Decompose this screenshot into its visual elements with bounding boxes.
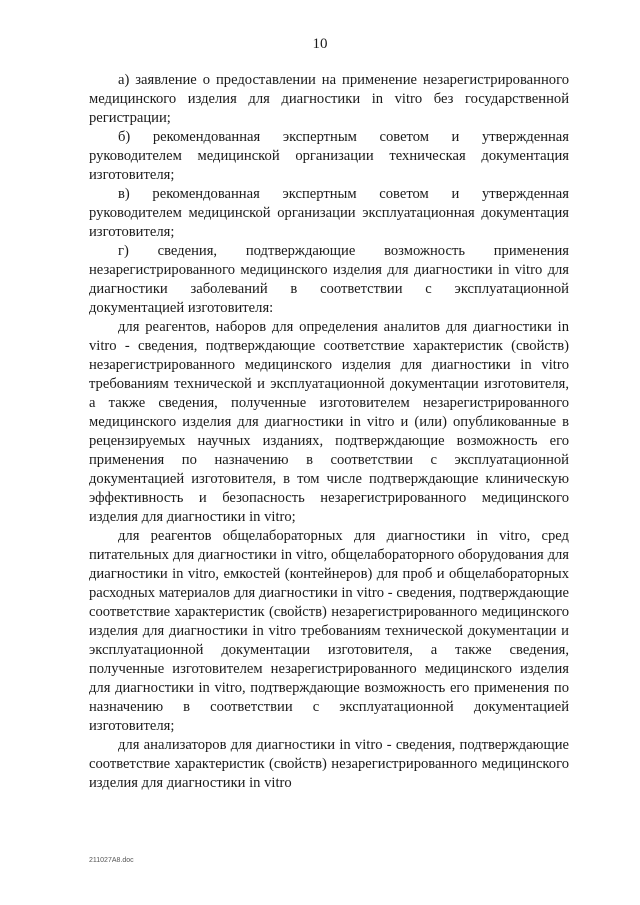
paragraph-analyzers: для анализаторов для диагностики in vitro - сведения, подтверждающие соответствие характеристик (свойств) незарегистрированного медицинского изделия для диагностики in vitro [89,737,569,791]
paragraph-v: в) рекомендованная экспертным советом и утвержденная руководителем медицинской организации эксплуатационная документация изготовителя; [89,186,569,240]
paragraph-b: б) рекомендованная экспертным советом и утвержденная руководителем медицинской организации техническая документация изготовителя; [89,129,569,183]
document-body [89,71,569,793]
footer-file-code: 211027A8.doc [89,857,134,864]
page-number: 10 [312,36,328,52]
paragraph-g: г) сведения, подтверждающие возможность применения незарегистрированного медицинского изделия для диагностики in vitro для диагностики заболеваний в соответствии с эксплуатационной документацией изготовителя: [89,243,569,316]
paragraph-a: а) заявление о предоставлении на применение незарегистрированного медицинского изделия для диагностики in vitro без государственной регистрации; [89,72,569,126]
paragraph-general-lab-reagents: для реагентов общелабораторных для диагностики in vitro, сред питательных для диагностики in vitro, общелабораторного оборудования для диагностики in vitro, емкостей (контейнеров) для проб и общелабораторных расходных материалов для диагностики in vitro - сведения, подтверждающие соответствие характеристик (свойств) незарегистрированного медицинского изделия для диагностики in vitro требованиям технической документации и эксплуатационной документации изготовителя, а также сведения, полученные изготовителем незарегистрированного медицинского изделия для диагностики in vitro, подтверждающие возможность его применения по назначению в соответствии с эксплуатационной документацией изготовителя; [89,528,569,734]
paragraph-reagents-kits: для реагентов, наборов для определения аналитов для диагностики in vitro - сведения, подтверждающие соответствие характеристик (свойств) незарегистрированного медицинского изделия для диагностики in vitro требованиям технической и эксплуатационной документации изготовителя, а также сведения, полученные изготовителем незарегистрированного медицинского изделия для диагностики in vitro и (или) опубликованные в рецензируемых научных изданиях, подтверждающие возможность его применения по назначению в соответствии с эксплуатационной документацией изготовителя, в том числе подтверждающие клиническую эффективность и безопасность незарегистрированного медицинского изделия для диагностики in vitro; [89,319,569,525]
